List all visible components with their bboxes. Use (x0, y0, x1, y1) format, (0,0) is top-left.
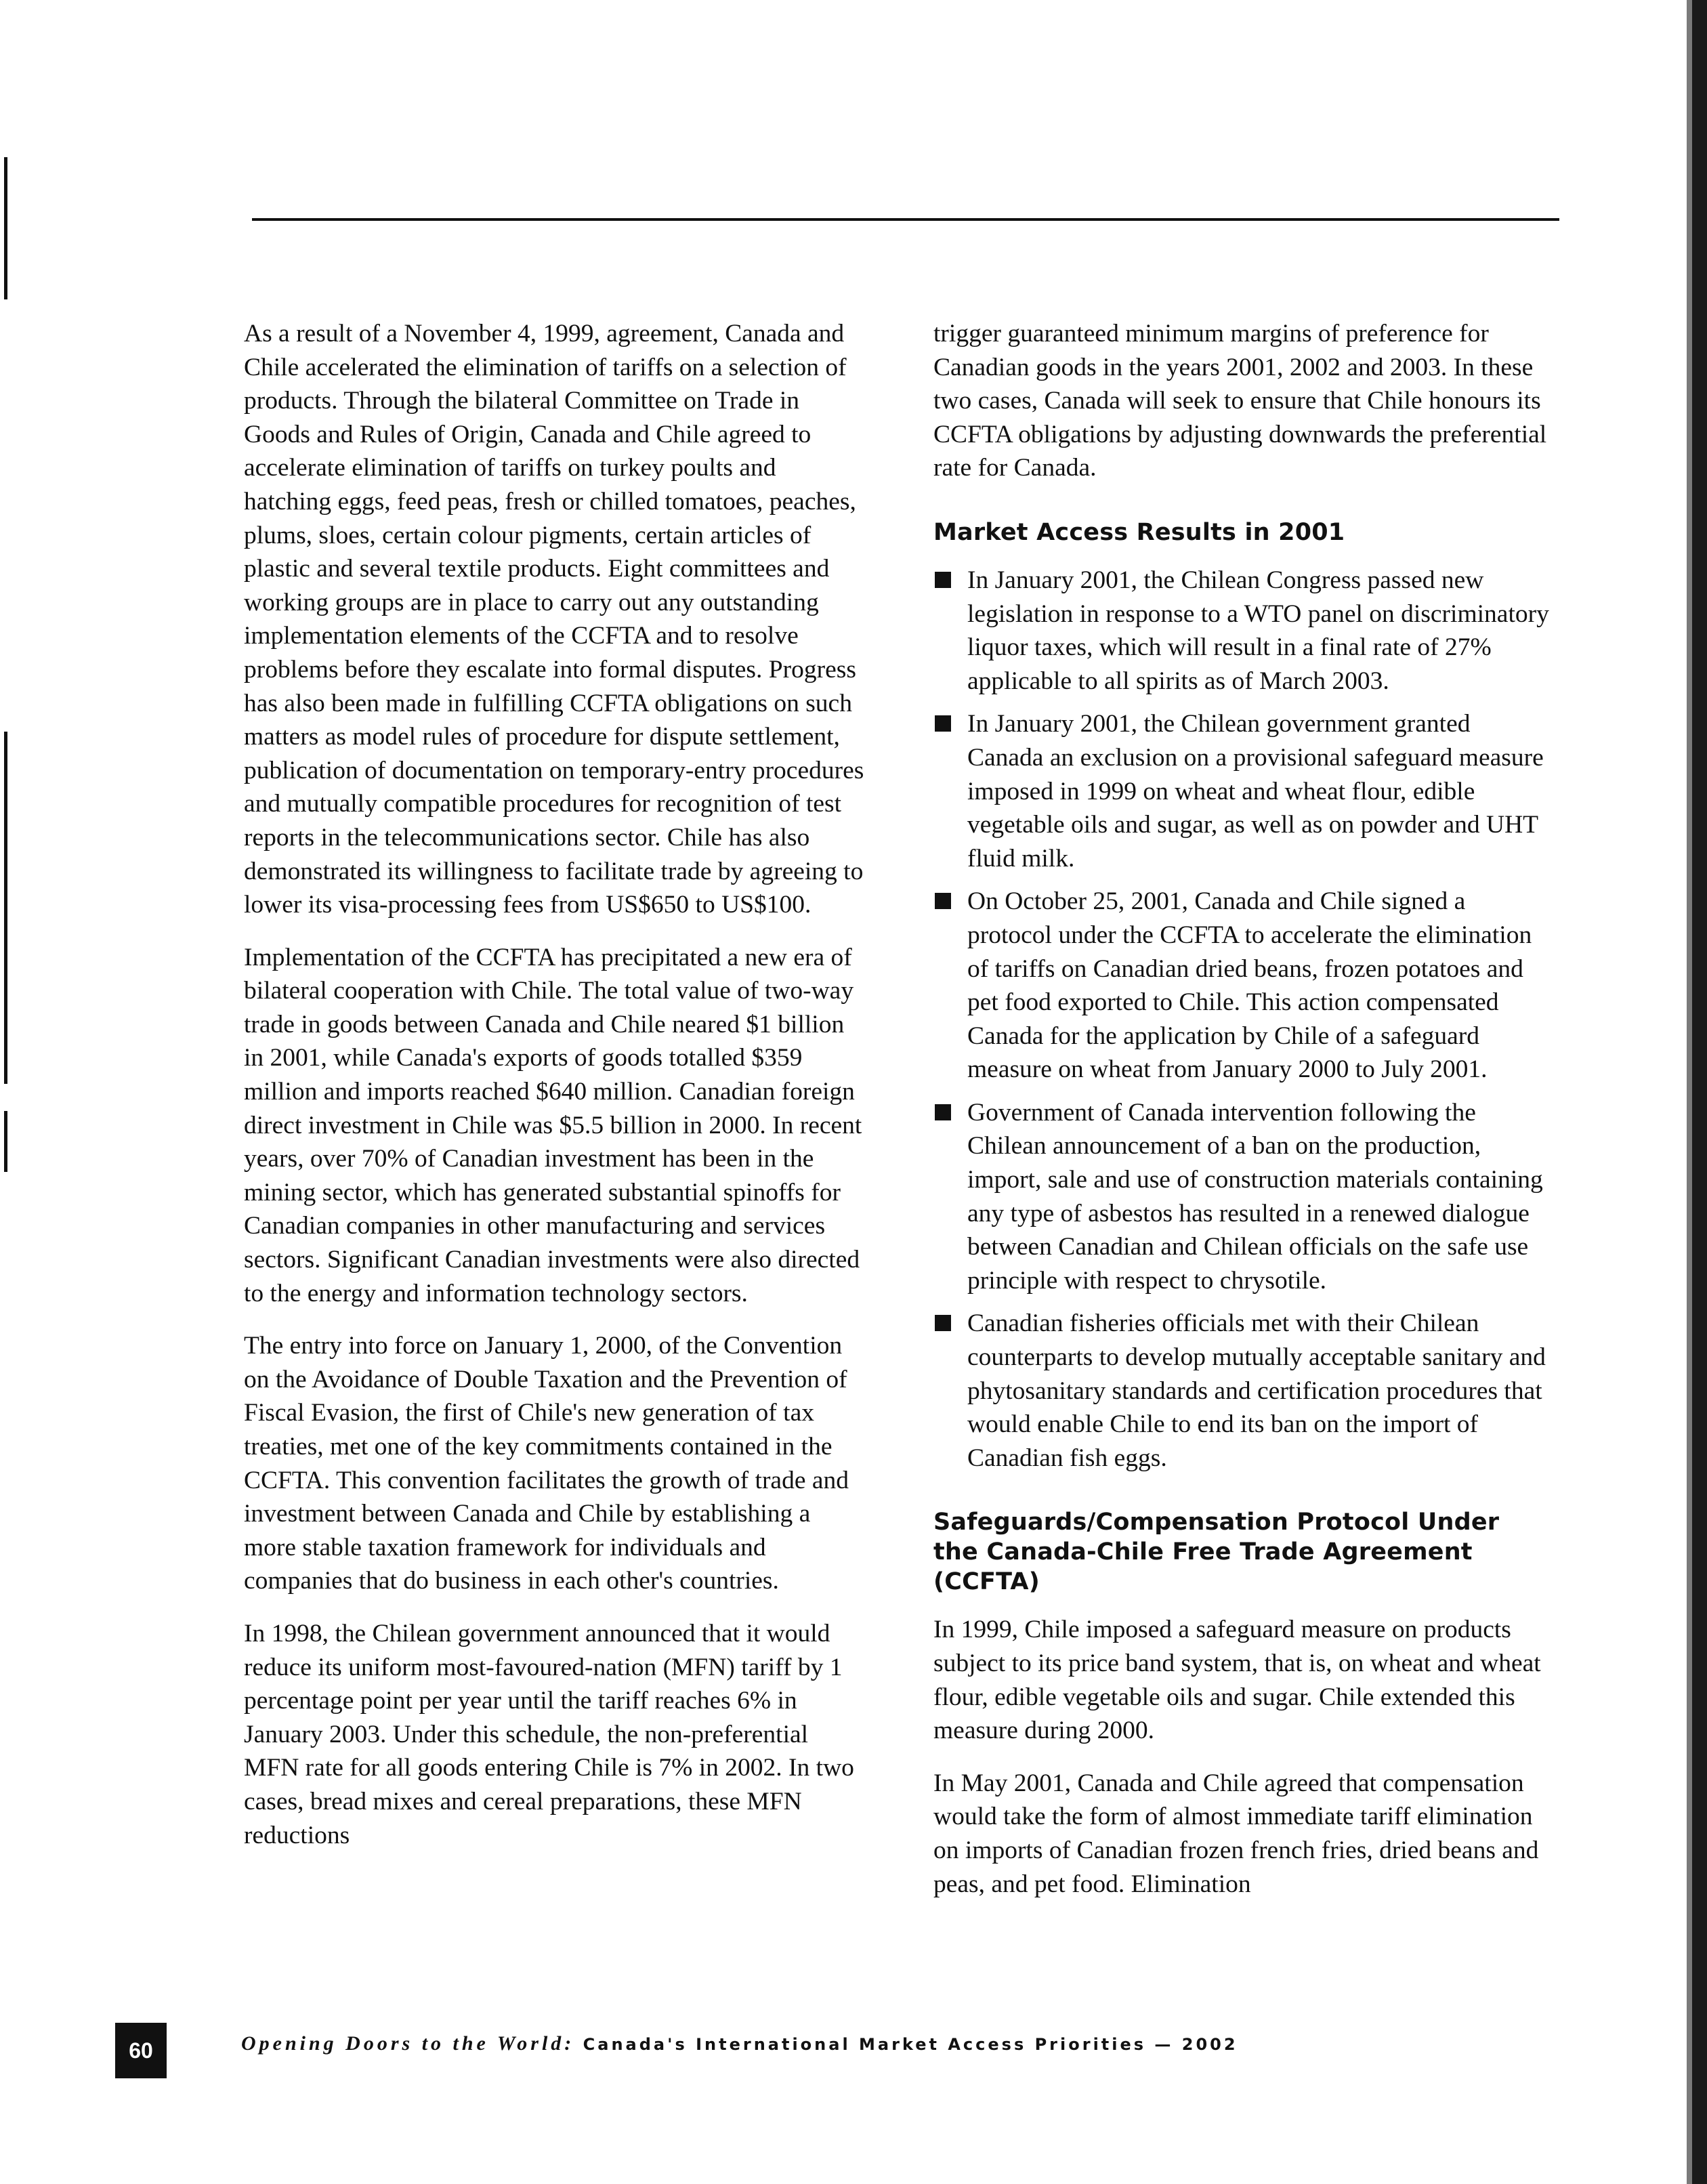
bullet-list (933, 564, 1551, 1475)
left-column (244, 317, 867, 1871)
paragraph: As a result of a November 4, 1999, agreement, Canada and Chile accelerated the elimination of tariffs on a selection of products. Through the bilateral Committee on Trade in Goods and Rules of Origin, Canada and Chile agreed to accelerate elimination of tariffs on turkey poults and hatching eggs, feed peas, fresh or chilled tomatoes, peaches, plums, sloes, certain colour pigments, certain articles of plastic and several textile products. Eight committees and working groups are in place to carry out any outstanding implementation elements of the CCFTA and to resolve problems before they escalate into formal disputes. Progress has also been made in fulfilling CCFTA obligations on such matters as model rules of procedure for dispute settlement, publication of documentation on temporary-entry procedures and mutually compatible procedures for recognition of test reports in the telecommunications sector. Chile has also demonstrated its willingness to facilitate trade by agreeing to lower its visa-processing fees from US$650 to US$100. (244, 320, 864, 919)
section-heading: Market Access Results in 2001 (933, 518, 1345, 546)
paragraph: In 1998, the Chilean government announced that it would reduce its uniform most-favoured-nation (MFN) tariff by 1 percentage point per year until the tariff reaches 6% in January 2003. Under this schedule, the non-preferential MFN rate for all goods entering Chile is 7% in 2002. In two cases, bread mixes and cereal preparations, these MFN reductions (244, 1619, 854, 1849)
right-column (933, 317, 1551, 1920)
bullet-text: In January 2001, the Chilean government granted Canada an exclusion on a provisional safeguard measure imposed in 1999 on wheat and wheat flour, edible vegetable oils and sugar, as well as on powder and UHT fluid milk. (967, 710, 1544, 873)
page-number: 60 (115, 2023, 167, 2078)
paragraph: Implementation of the CCFTA has precipitated a new era of bilateral cooperation with Chile. The total value of two-way trade in goods between Canada and Chile neared $1 billion in 2001, while Canada's exports of goods totalled $359 million and imports reached $640 million. Canadian foreign direct investment in Chile was $5.5 billion in 2000. In recent years, over 70% of Canadian investment has been in the mining sector, which has generated substantial spinoffs for Canadian companies in other manufacturing and services sectors. Significant Canadian investments were also directed to the energy and information technology sectors. (244, 943, 862, 1307)
scan-mark (4, 157, 7, 299)
scan-edge-right-inner (1687, 0, 1692, 2184)
bullet-text: In January 2001, the Chilean Congress passed new legislation in response to a WTO panel on discriminatory liquor taxes, which will result in a final rate of 27% applicable to all spirits as of March 2003. (967, 566, 1549, 695)
scan-edge-right (1692, 0, 1707, 2184)
bullet-item (933, 1307, 1551, 1475)
square-bullet-icon (935, 893, 951, 909)
bullet-item (933, 1096, 1551, 1298)
footer-title-italic: Opening Doors to the World: (241, 2032, 575, 2055)
square-bullet-icon (935, 1104, 951, 1120)
square-bullet-icon (935, 715, 951, 732)
bullet-item (933, 885, 1551, 1087)
paragraph: trigger guaranteed minimum margins of preference for Canadian goods in the years 2001, 2002 and 2003. In these two cases, Canada will seek to ensure that Chile honours its CCFTA obligations by adjusting downwards the preferential rate for Canada. (933, 320, 1547, 482)
bullet-item (933, 707, 1551, 875)
paragraph: In 1999, Chile imposed a safeguard measure on products subject to its price band system, that is, on wheat and wheat flour, edible vegetable oils and sugar. Chile extended this measure during 2000. (933, 1616, 1541, 1745)
square-bullet-icon (935, 1315, 951, 1331)
square-bullet-icon (935, 572, 951, 588)
running-footer (241, 2032, 1238, 2055)
bullet-text: Government of Canada intervention following the Chilean announcement of a ban on the production, import, sale and use of construction materials containing any type of asbestos has resulted in a renewed dialogue between Canadian and Chilean officials on the safe use principle with respect to chrysotile. (967, 1098, 1543, 1295)
header-rule (252, 218, 1559, 221)
section-heading: Safeguards/Compensation Protocol Under the Canada-Chile Free Trade Agreement (CCFTA) (933, 1509, 1500, 1596)
paragraph: In May 2001, Canada and Chile agreed that compensation would take the form of almost immediate tariff elimination on imports of Canadian frozen french fries, dried beans and peas, and pet food. Elimination (933, 1769, 1539, 1898)
footer-title-rest: Canada's International Market Access Priorities — 2002 (574, 2035, 1238, 2054)
bullet-text: Canadian fisheries officials met with their Chilean counterparts to develop mutually acceptable sanitary and phytosanitary standards and certification procedures that would enable Chile to end its ban on the import of Canadian fish eggs. (967, 1309, 1546, 1472)
scan-mark (4, 732, 7, 1084)
bullet-item (933, 564, 1551, 698)
scan-mark (4, 1111, 7, 1172)
paragraph: The entry into force on January 1, 2000, of the Convention on the Avoidance of Double Taxation and the Prevention of Fiscal Evasion, the first of Chile's new generation of tax treaties, met one of the key commitments contained in the CCFTA. This convention facilitates the growth of trade and investment between Canada and Chile by establishing a more stable taxation framework for individuals and companies that do business in each other's countries. (244, 1332, 849, 1595)
bullet-text: On October 25, 2001, Canada and Chile signed a protocol under the CCFTA to accelerate the elimination of tariffs on Canadian dried beans, frozen potatoes and pet food exported to Chile. This action compensated Canada for the application by Chile of a safeguard measure on wheat from January 2000 to July 2001. (967, 887, 1532, 1084)
